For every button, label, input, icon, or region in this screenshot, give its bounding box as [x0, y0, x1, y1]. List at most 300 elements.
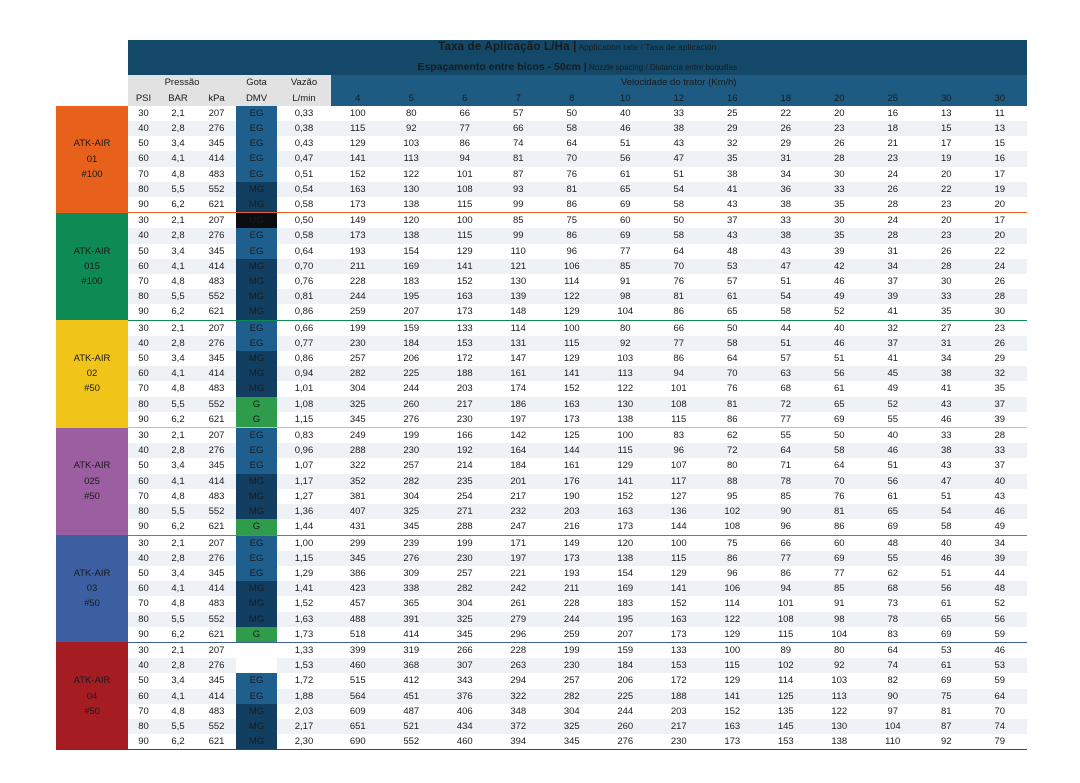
cell-rate-8: 125 — [759, 689, 813, 704]
table-row — [56, 642, 1027, 658]
cell-rate-0: 325 — [331, 397, 385, 412]
cell-rate-1: 391 — [385, 612, 439, 627]
cell-rate-5: 129 — [599, 458, 653, 473]
cell-rate-5: 46 — [599, 121, 653, 136]
table-row — [56, 167, 1027, 182]
cell-rate-10: 28 — [866, 228, 920, 243]
cell-rate-3: 57 — [492, 106, 546, 121]
cell-rate-3: 130 — [492, 274, 546, 289]
header-speed-0: 4 — [331, 91, 385, 106]
cell-rate-5: 206 — [599, 673, 653, 688]
cell-rate-11: 81 — [920, 704, 974, 719]
cell-rate-11: 92 — [920, 734, 974, 750]
cell-rate-12: 35 — [973, 381, 1027, 396]
cell-lmin: 0,94 — [277, 366, 331, 381]
cell-lmin: 0,54 — [277, 182, 331, 197]
cell-rate-4: 203 — [545, 504, 599, 519]
cell-rate-12: 24 — [973, 259, 1027, 274]
cell-rate-7: 108 — [706, 519, 760, 535]
cell-rate-9: 50 — [813, 428, 867, 444]
cell-psi: 60 — [128, 689, 159, 704]
cell-rate-10: 48 — [866, 535, 920, 551]
cell-rate-2: 152 — [438, 274, 492, 289]
cell-rate-2: 343 — [438, 673, 492, 688]
cell-rate-12: 44 — [973, 566, 1027, 581]
cell-rate-3: 263 — [492, 658, 546, 673]
cell-psi: 30 — [128, 106, 159, 121]
cell-rate-8: 115 — [759, 627, 813, 643]
cell-rate-6: 230 — [652, 734, 706, 750]
header-group-row — [56, 75, 1027, 90]
cell-bar: 4,1 — [159, 474, 197, 489]
cell-rate-0: 228 — [331, 274, 385, 289]
cell-rate-6: 58 — [652, 197, 706, 213]
cell-rate-4: 173 — [545, 551, 599, 566]
cell-dmv: MG — [236, 274, 277, 289]
cell-rate-9: 60 — [813, 535, 867, 551]
cell-rate-8: 114 — [759, 673, 813, 688]
table-row — [56, 489, 1027, 504]
cell-rate-6: 153 — [652, 658, 706, 673]
cell-kpa: 276 — [197, 336, 236, 351]
cell-kpa: 345 — [197, 136, 236, 151]
cell-rate-5: 104 — [599, 304, 653, 320]
cell-rate-0: 381 — [331, 489, 385, 504]
cell-rate-2: 115 — [438, 197, 492, 213]
cell-rate-4: 149 — [545, 535, 599, 551]
cell-rate-9: 86 — [813, 519, 867, 535]
cell-rate-11: 51 — [920, 489, 974, 504]
cell-rate-10: 34 — [866, 259, 920, 274]
cell-bar: 2,8 — [159, 336, 197, 351]
cell-rate-3: 110 — [492, 244, 546, 259]
cell-kpa: 276 — [197, 121, 236, 136]
cell-rate-2: 133 — [438, 320, 492, 336]
cell-rate-4: 190 — [545, 489, 599, 504]
nozzle-name-line3: #100 — [81, 276, 103, 288]
cell-rate-4: 50 — [545, 106, 599, 121]
cell-rate-4: 163 — [545, 397, 599, 412]
cell-rate-7: 25 — [706, 106, 760, 121]
cell-rate-10: 52 — [866, 397, 920, 412]
cell-rate-4: 304 — [545, 704, 599, 719]
cell-rate-0: 345 — [331, 412, 385, 428]
subtitle-main-pt: Espaçamento entre bicos - 50cm | — [417, 61, 587, 74]
cell-rate-6: 66 — [652, 320, 706, 336]
cell-rate-5: 141 — [599, 474, 653, 489]
cell-rate-6: 77 — [652, 336, 706, 351]
cell-rate-0: 288 — [331, 443, 385, 458]
cell-dmv: MG — [236, 596, 277, 611]
cell-rate-11: 19 — [920, 151, 974, 166]
cell-dmv — [236, 642, 277, 658]
header-bar: BAR — [159, 91, 197, 106]
cell-lmin: 1,41 — [277, 581, 331, 596]
cell-rate-4: 228 — [545, 596, 599, 611]
cell-lmin: 1,88 — [277, 689, 331, 704]
header-dmv: DMV — [236, 91, 277, 106]
cell-dmv: G — [236, 627, 277, 643]
cell-rate-11: 23 — [920, 197, 974, 213]
title-line-2 — [128, 60, 1027, 75]
cell-lmin: 0,86 — [277, 304, 331, 320]
cell-psi: 90 — [128, 304, 159, 320]
cell-psi: 40 — [128, 336, 159, 351]
cell-lmin: 1,36 — [277, 504, 331, 519]
cell-kpa: 345 — [197, 458, 236, 473]
cell-rate-7: 35 — [706, 151, 760, 166]
cell-lmin: 0,76 — [277, 274, 331, 289]
cell-rate-10: 82 — [866, 673, 920, 688]
cell-rate-11: 41 — [920, 381, 974, 396]
cell-rate-4: 76 — [545, 167, 599, 182]
cell-rate-8: 54 — [759, 289, 813, 304]
cell-rate-3: 87 — [492, 167, 546, 182]
cell-rate-12: 28 — [973, 289, 1027, 304]
cell-bar: 2,1 — [159, 535, 197, 551]
cell-lmin: 1,27 — [277, 489, 331, 504]
table-row — [56, 136, 1027, 151]
cell-rate-12: 20 — [973, 228, 1027, 243]
cell-kpa: 414 — [197, 366, 236, 381]
cell-rate-11: 53 — [920, 642, 974, 658]
cell-rate-5: 138 — [599, 551, 653, 566]
cell-rate-11: 56 — [920, 581, 974, 596]
cell-rate-6: 54 — [652, 182, 706, 197]
cell-lmin: 1,44 — [277, 519, 331, 535]
cell-psi: 50 — [128, 673, 159, 688]
cell-psi: 30 — [128, 320, 159, 336]
cell-bar: 3,4 — [159, 244, 197, 259]
nozzle-label-4 — [56, 535, 128, 642]
cell-rate-2: 235 — [438, 474, 492, 489]
nozzle-name-line3: #50 — [84, 383, 100, 395]
cell-rate-2: 203 — [438, 381, 492, 396]
cell-rate-12: 39 — [973, 412, 1027, 428]
cell-rate-6: 108 — [652, 397, 706, 412]
cell-rate-10: 32 — [866, 320, 920, 336]
cell-rate-2: 199 — [438, 535, 492, 551]
cell-rate-10: 37 — [866, 336, 920, 351]
cell-rate-7: 122 — [706, 612, 760, 627]
cell-bar: 4,8 — [159, 167, 197, 182]
cell-rate-12: 33 — [973, 443, 1027, 458]
cell-rate-11: 34 — [920, 351, 974, 366]
cell-rate-4: 141 — [545, 366, 599, 381]
cell-rate-7: 37 — [706, 213, 760, 229]
cell-bar: 2,1 — [159, 642, 197, 658]
cell-rate-10: 26 — [866, 182, 920, 197]
cell-lmin: 0,33 — [277, 106, 331, 121]
cell-rate-9: 122 — [813, 704, 867, 719]
cell-rate-9: 56 — [813, 366, 867, 381]
cell-dmv: EG — [236, 458, 277, 473]
table-row — [56, 121, 1027, 136]
cell-kpa: 345 — [197, 351, 236, 366]
cell-rate-12: 37 — [973, 458, 1027, 473]
cell-dmv: UG — [236, 213, 277, 229]
cell-rate-11: 75 — [920, 689, 974, 704]
cell-rate-4: 144 — [545, 443, 599, 458]
cell-bar: 2,8 — [159, 443, 197, 458]
cell-rate-3: 99 — [492, 228, 546, 243]
cell-rate-10: 74 — [866, 658, 920, 673]
cell-rate-3: 93 — [492, 182, 546, 197]
cell-rate-9: 81 — [813, 504, 867, 519]
cell-dmv: MG — [236, 581, 277, 596]
cell-rate-6: 163 — [652, 612, 706, 627]
cell-bar: 2,1 — [159, 428, 197, 444]
cell-rate-0: 193 — [331, 244, 385, 259]
cell-bar: 2,1 — [159, 106, 197, 121]
cell-rate-4: 106 — [545, 259, 599, 274]
title-sub-en-es: Application rate / Tasa de aplicación — [576, 43, 717, 52]
table-row — [56, 673, 1027, 688]
cell-rate-6: 38 — [652, 121, 706, 136]
cell-rate-10: 45 — [866, 366, 920, 381]
cell-rate-0: 399 — [331, 642, 385, 658]
cell-rate-8: 51 — [759, 336, 813, 351]
cell-rate-12: 48 — [973, 581, 1027, 596]
cell-rate-3: 201 — [492, 474, 546, 489]
cell-rate-5: 260 — [599, 719, 653, 734]
cell-rate-12: 56 — [973, 612, 1027, 627]
cell-rate-8: 22 — [759, 106, 813, 121]
cell-lmin: 1,00 — [277, 535, 331, 551]
cell-dmv: MG — [236, 197, 277, 213]
cell-rate-6: 144 — [652, 519, 706, 535]
cell-rate-4: 81 — [545, 182, 599, 197]
cell-rate-5: 56 — [599, 151, 653, 166]
cell-dmv: MG — [236, 704, 277, 719]
cell-lmin: 2,03 — [277, 704, 331, 719]
cell-rate-5: 154 — [599, 566, 653, 581]
cell-rate-0: 149 — [331, 213, 385, 229]
cell-rate-0: 141 — [331, 151, 385, 166]
cell-rate-12: 37 — [973, 397, 1027, 412]
cell-rate-5: 120 — [599, 535, 653, 551]
cell-rate-4: 86 — [545, 197, 599, 213]
cell-rate-1: 244 — [385, 381, 439, 396]
cell-rate-4: 129 — [545, 351, 599, 366]
nozzle-name-line2: 015 — [84, 260, 100, 272]
cell-dmv: EG — [236, 535, 277, 551]
cell-rate-0: 199 — [331, 320, 385, 336]
cell-rate-8: 26 — [759, 121, 813, 136]
table-row — [56, 213, 1027, 229]
cell-rate-5: 195 — [599, 612, 653, 627]
header-speed-12: 30 — [973, 91, 1027, 106]
cell-rate-6: 136 — [652, 504, 706, 519]
cell-rate-5: 51 — [599, 136, 653, 151]
cell-rate-5: 92 — [599, 336, 653, 351]
cell-rate-8: 96 — [759, 519, 813, 535]
cell-rate-8: 66 — [759, 535, 813, 551]
cell-rate-12: 40 — [973, 474, 1027, 489]
cell-rate-2: 188 — [438, 366, 492, 381]
cell-rate-10: 55 — [866, 412, 920, 428]
cell-rate-2: 406 — [438, 704, 492, 719]
cell-rate-2: 153 — [438, 336, 492, 351]
cell-rate-2: 266 — [438, 642, 492, 658]
cell-kpa: 207 — [197, 106, 236, 121]
cell-rate-1: 138 — [385, 197, 439, 213]
header-speed-5: 10 — [599, 91, 653, 106]
cell-rate-9: 23 — [813, 121, 867, 136]
cell-rate-1: 225 — [385, 366, 439, 381]
cell-rate-7: 57 — [706, 274, 760, 289]
cell-psi: 80 — [128, 397, 159, 412]
cell-rate-3: 217 — [492, 489, 546, 504]
cell-dmv: EG — [236, 673, 277, 688]
table-row — [56, 397, 1027, 412]
cell-rate-8: 77 — [759, 551, 813, 566]
cell-dmv: EG — [236, 551, 277, 566]
cell-dmv: MG — [236, 381, 277, 396]
cell-rate-11: 15 — [920, 121, 974, 136]
cell-rate-3: 228 — [492, 642, 546, 658]
cell-rate-4: 216 — [545, 519, 599, 535]
cell-rate-4: 86 — [545, 228, 599, 243]
cell-rate-12: 23 — [973, 320, 1027, 336]
cell-rate-5: 122 — [599, 381, 653, 396]
cell-rate-0: 431 — [331, 519, 385, 535]
cell-bar: 5,5 — [159, 182, 197, 197]
cell-dmv: EG — [236, 428, 277, 444]
cell-lmin: 1,33 — [277, 642, 331, 658]
cell-rate-8: 51 — [759, 274, 813, 289]
cell-kpa: 552 — [197, 504, 236, 519]
cell-rate-2: 230 — [438, 412, 492, 428]
cell-rate-1: 345 — [385, 519, 439, 535]
cell-rate-4: 114 — [545, 274, 599, 289]
cell-kpa: 621 — [197, 519, 236, 535]
nozzle-name-line3: #100 — [81, 168, 103, 180]
cell-rate-9: 85 — [813, 581, 867, 596]
cell-rate-10: 83 — [866, 627, 920, 643]
cell-rate-12: 30 — [973, 304, 1027, 320]
cell-lmin: 1,01 — [277, 381, 331, 396]
cell-kpa: 345 — [197, 566, 236, 581]
cell-rate-12: 29 — [973, 351, 1027, 366]
cell-rate-4: 257 — [545, 673, 599, 688]
cell-kpa: 276 — [197, 443, 236, 458]
cell-rate-8: 86 — [759, 566, 813, 581]
cell-psi: 90 — [128, 627, 159, 643]
cell-psi: 70 — [128, 274, 159, 289]
cell-rate-10: 73 — [866, 596, 920, 611]
cell-bar: 2,8 — [159, 658, 197, 673]
cell-rate-2: 172 — [438, 351, 492, 366]
cell-rate-1: 103 — [385, 136, 439, 151]
title-main-pt: Taxa de Aplicação L/Ha | — [438, 41, 577, 53]
cell-rate-2: 129 — [438, 244, 492, 259]
cell-rate-5: 103 — [599, 351, 653, 366]
cell-kpa: 414 — [197, 259, 236, 274]
cell-rate-5: 207 — [599, 627, 653, 643]
cell-rate-10: 90 — [866, 689, 920, 704]
cell-rate-9: 35 — [813, 228, 867, 243]
cell-psi: 80 — [128, 504, 159, 519]
cell-bar: 3,4 — [159, 458, 197, 473]
cell-rate-2: 86 — [438, 136, 492, 151]
cell-rate-8: 135 — [759, 704, 813, 719]
cell-dmv: MG — [236, 182, 277, 197]
cell-dmv: EG — [236, 443, 277, 458]
header-pressao: Pressão — [128, 75, 236, 90]
cell-rate-8: 90 — [759, 504, 813, 519]
table-row — [56, 289, 1027, 304]
nozzle-label-2 — [56, 320, 128, 427]
cell-rate-12: 17 — [973, 167, 1027, 182]
cell-rate-11: 47 — [920, 474, 974, 489]
cell-rate-7: 129 — [706, 627, 760, 643]
cell-bar: 5,5 — [159, 504, 197, 519]
cell-bar: 4,8 — [159, 381, 197, 396]
cell-rate-9: 130 — [813, 719, 867, 734]
cell-dmv: MG — [236, 289, 277, 304]
cell-lmin: 0,70 — [277, 259, 331, 274]
cell-rate-11: 54 — [920, 504, 974, 519]
cell-rate-8: 58 — [759, 304, 813, 320]
cell-rate-10: 46 — [866, 443, 920, 458]
cell-kpa: 552 — [197, 289, 236, 304]
cell-rate-6: 173 — [652, 627, 706, 643]
cell-rate-12: 19 — [973, 182, 1027, 197]
table-row — [56, 244, 1027, 259]
cell-rate-12: 26 — [973, 274, 1027, 289]
cell-rate-11: 61 — [920, 596, 974, 611]
cell-lmin: 0,86 — [277, 351, 331, 366]
cell-rate-7: 48 — [706, 244, 760, 259]
cell-rate-11: 26 — [920, 244, 974, 259]
cell-rate-2: 163 — [438, 289, 492, 304]
cell-rate-7: 88 — [706, 474, 760, 489]
cell-rate-10: 21 — [866, 136, 920, 151]
cell-rate-8: 31 — [759, 151, 813, 166]
cell-psi: 30 — [128, 642, 159, 658]
cell-rate-8: 78 — [759, 474, 813, 489]
nozzle-name-line1: ATK-AIR — [73, 353, 111, 365]
cell-rate-6: 141 — [652, 581, 706, 596]
cell-bar: 4,1 — [159, 689, 197, 704]
cell-rate-12: 16 — [973, 151, 1027, 166]
cell-rate-2: 217 — [438, 397, 492, 412]
cell-dmv: EG — [236, 151, 277, 166]
cell-dmv: EG — [236, 689, 277, 704]
cell-psi: 60 — [128, 366, 159, 381]
cell-rate-6: 94 — [652, 366, 706, 381]
cell-dmv: EG — [236, 320, 277, 336]
nozzle-name-line1: ATK-AIR — [73, 460, 111, 472]
cell-rate-4: 282 — [545, 689, 599, 704]
cell-lmin: 1,15 — [277, 412, 331, 428]
cell-lmin: 0,77 — [277, 336, 331, 351]
cell-rate-7: 76 — [706, 381, 760, 396]
cell-lmin: 1,72 — [277, 673, 331, 688]
cell-rate-11: 38 — [920, 443, 974, 458]
cell-dmv: EG — [236, 336, 277, 351]
cell-rate-4: 70 — [545, 151, 599, 166]
cell-rate-1: 80 — [385, 106, 439, 121]
cell-rate-4: 325 — [545, 719, 599, 734]
cell-rate-0: 322 — [331, 458, 385, 473]
nozzle-name-line2: 03 — [86, 583, 98, 595]
cell-rate-9: 65 — [813, 397, 867, 412]
cell-lmin: 0,81 — [277, 289, 331, 304]
header-speed-6: 12 — [652, 91, 706, 106]
cell-psi: 30 — [128, 428, 159, 444]
